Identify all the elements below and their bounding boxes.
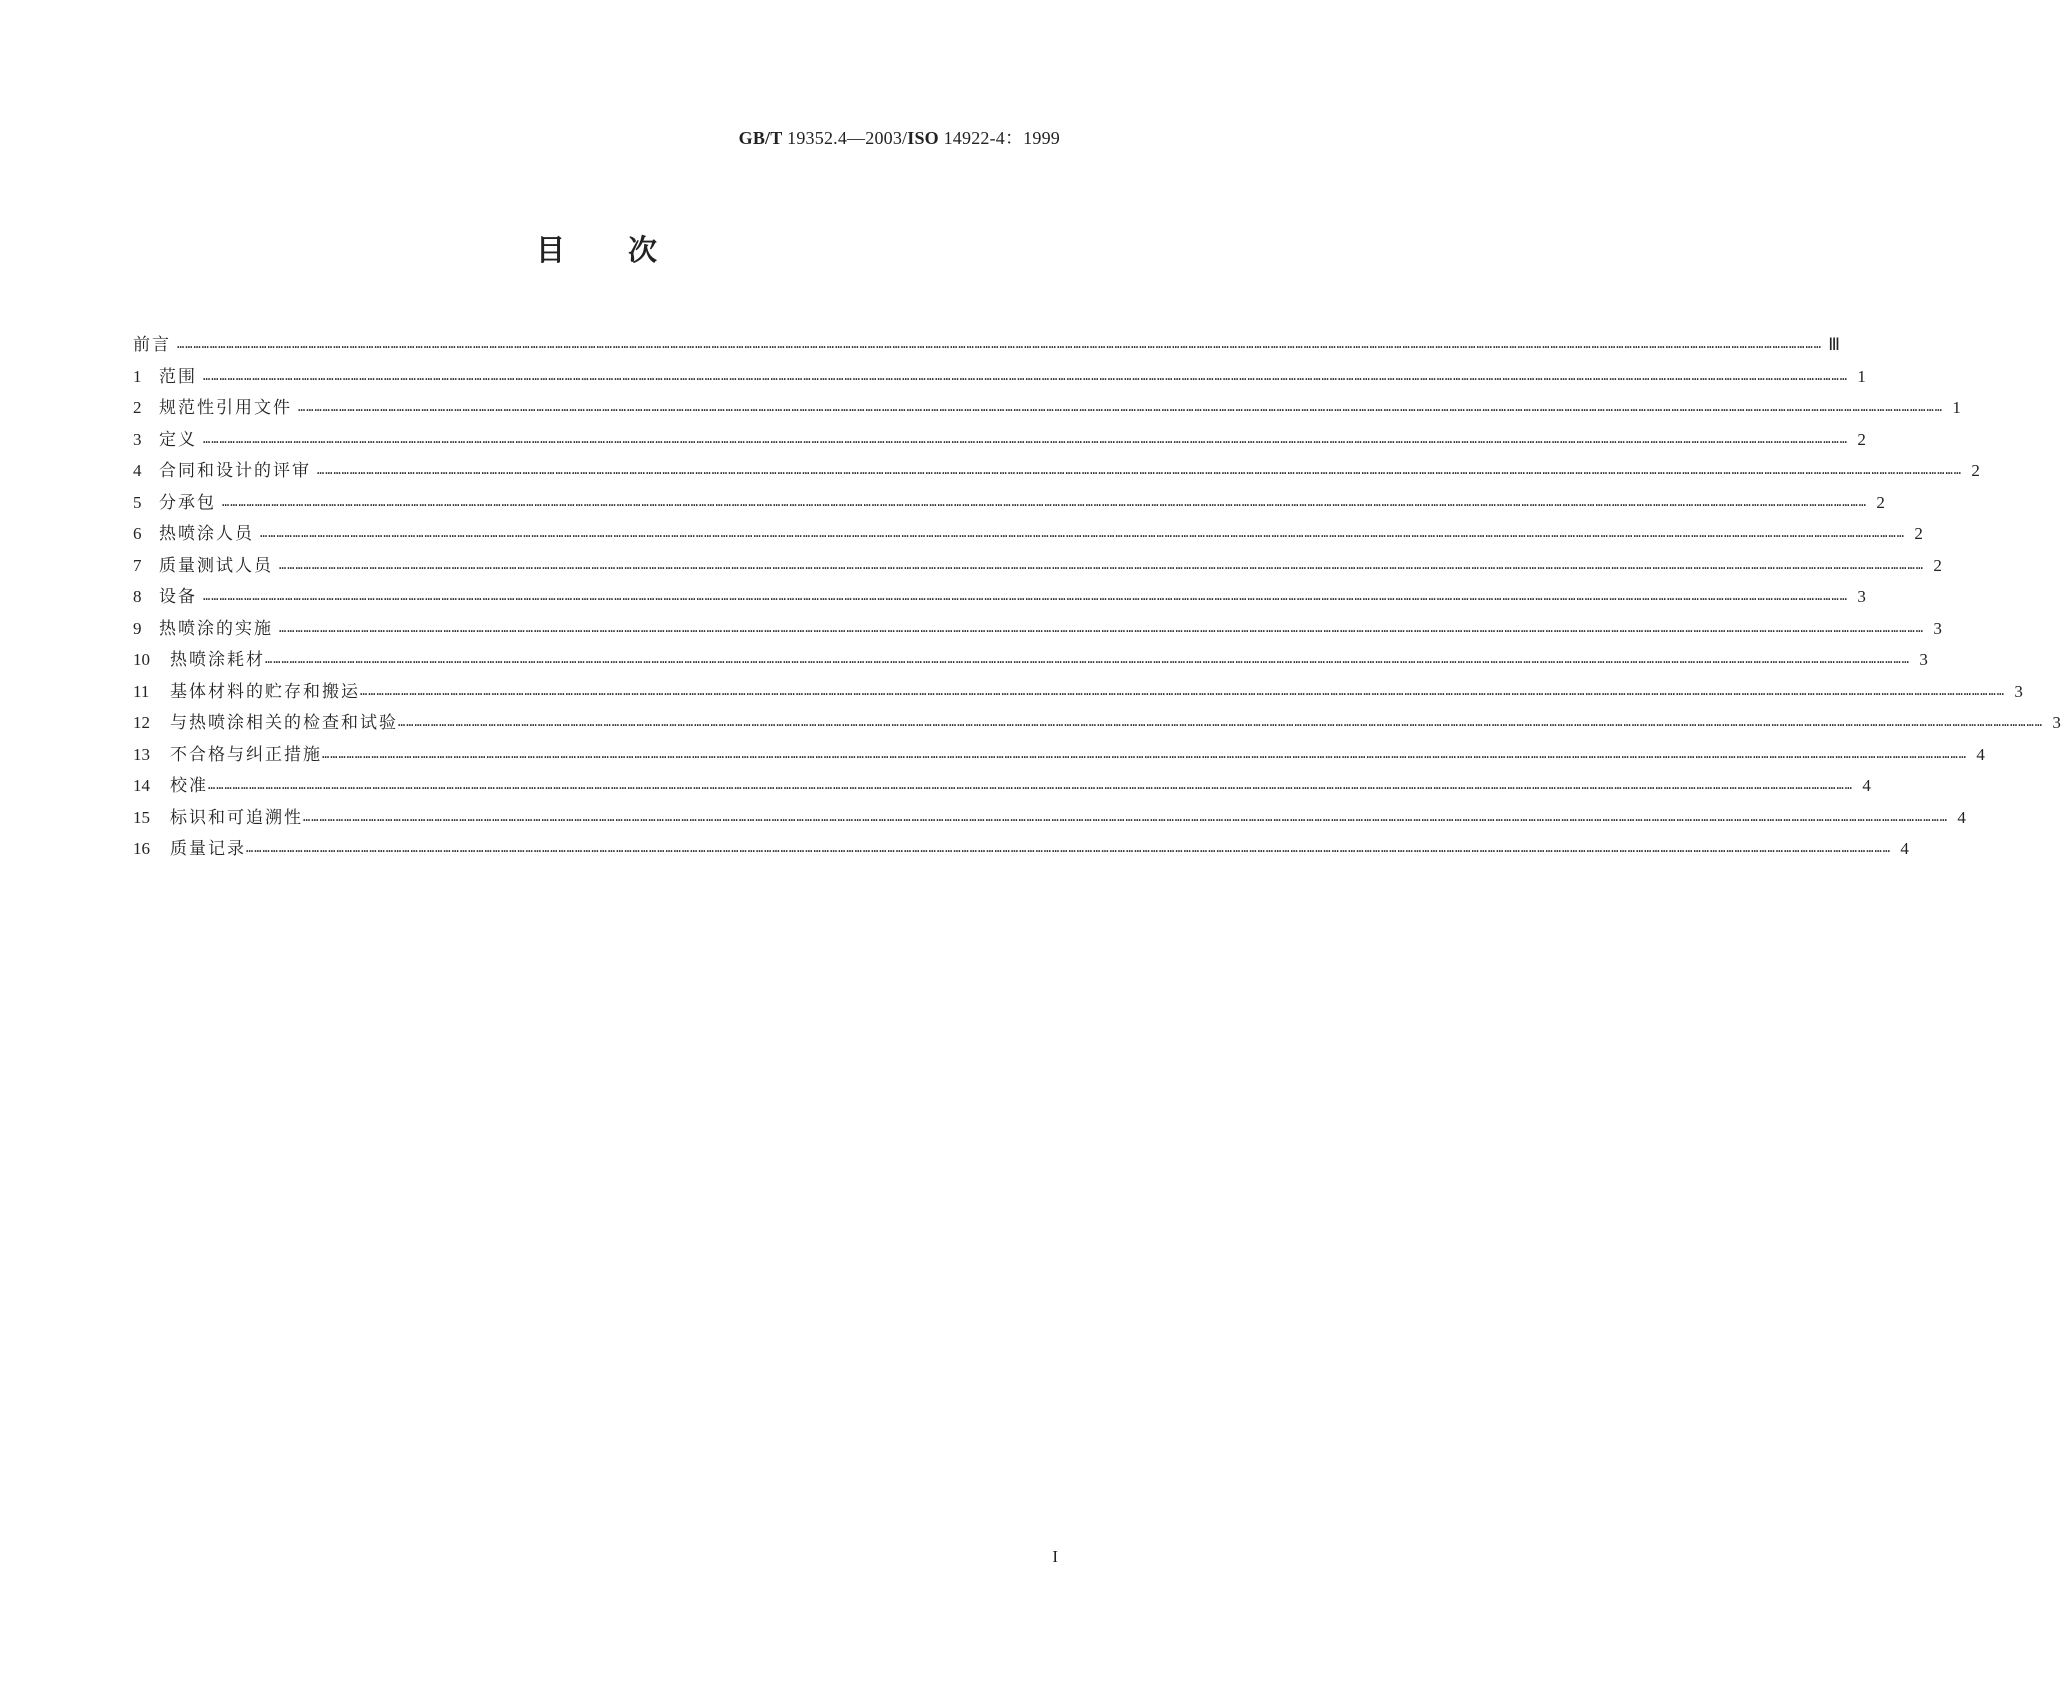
toc-entry[interactable]: [133, 425, 1866, 457]
toc-dot-leader: ……………………………………………………………………………………………………………………………………………………………………………………………………………………………………………………………………………………………………………………………………………………………………………………………………………………………………………………………………………………………………………………………………………………: [246, 841, 1891, 855]
toc-entry-number: 1: [133, 366, 142, 386]
standard-code-header: [739, 124, 1060, 150]
toc-entry-number: 16: [133, 839, 150, 858]
toc-entry[interactable]: [133, 645, 1928, 677]
table-of-contents: [133, 330, 2061, 866]
toc-entry[interactable]: [133, 456, 1980, 488]
toc-entry[interactable]: [133, 740, 1985, 772]
toc-dot-leader: ……………………………………………………………………………………………………………………………………………………………………………………………………………………………………………………………………………………………………………………………………………………………………………………………………………………………………………………………………………………………………………………………………………………: [279, 620, 1924, 635]
toc-entry[interactable]: [133, 803, 1966, 835]
toc-entry-title: 热喷涂的实施: [159, 618, 273, 639]
toc-dot-leader: ……………………………………………………………………………………………………………………………………………………………………………………………………………………………………………………………………………………………………………………………………………………………………………………………………………………………………………………………………………………………………………………………………………………: [203, 431, 1848, 446]
toc-entry[interactable]: [133, 362, 1866, 394]
toc-dot-leader: ……………………………………………………………………………………………………………………………………………………………………………………………………………………………………………………………………………………………………………………………………………………………………………………………………………………………………………………………………………………………………………………………………………………: [208, 778, 1853, 792]
toc-entry[interactable]: [133, 771, 1871, 803]
toc-entry[interactable]: [133, 393, 1961, 425]
toc-entry-title: 范围: [159, 366, 197, 387]
toc-entry-page: 2: [1857, 429, 1866, 449]
toc-entry-page: 2: [1914, 524, 1923, 543]
toc-dot-leader: ……………………………………………………………………………………………………………………………………………………………………………………………………………………………………………………………………………………………………………………………………………………………………………………………………………………………………………………………………………………………………………………………………………………: [203, 368, 1848, 383]
toc-entry-title: 热喷涂人员: [159, 524, 254, 544]
toc-entry[interactable]: [133, 614, 1942, 646]
toc-dot-leader: ……………………………………………………………………………………………………………………………………………………………………………………………………………………………………………………………………………………………………………………………………………………………………………………………………………………………………………………………………………………………………………………………………………………: [303, 809, 1948, 824]
toc-entry-number: 5: [133, 492, 142, 512]
toc-entry-number: 15: [133, 807, 150, 827]
toc-entry-page: 4: [1957, 807, 1966, 827]
toc-entry-page: Ⅲ: [1828, 335, 1840, 354]
toc-entry-page: 3: [1919, 650, 1928, 669]
toc-entry-title: 设备: [159, 587, 197, 607]
page-title-char-1: 目: [536, 233, 566, 267]
toc-entry-page: 2: [1876, 492, 1885, 512]
footer-page-number: I: [1052, 1547, 1058, 1566]
toc-entry[interactable]: [133, 330, 1840, 362]
toc-entry-page: 3: [1933, 618, 1942, 638]
toc-entry-number: 12: [133, 713, 150, 732]
toc-entry-number: 8: [133, 587, 142, 606]
toc-entry-number: 6: [133, 524, 142, 543]
toc-entry-number: 3: [133, 429, 142, 449]
toc-entry-page: 2: [1971, 461, 1980, 480]
toc-entry-number: 14: [133, 776, 150, 795]
toc-entry-page: 4: [1976, 744, 1985, 764]
toc-entry[interactable]: [133, 834, 1909, 866]
toc-entry[interactable]: [133, 708, 2061, 740]
toc-dot-leader: ……………………………………………………………………………………………………………………………………………………………………………………………………………………………………………………………………………………………………………………………………………………………………………………………………………………………………………………………………………………………………………………………………………………: [360, 683, 2005, 698]
toc-entry-number: 11: [133, 681, 150, 701]
page-title-char-2: 次: [628, 233, 658, 267]
std-code-prefix: GB/T: [738, 128, 783, 148]
toc-dot-leader: ……………………………………………………………………………………………………………………………………………………………………………………………………………………………………………………………………………………………………………………………………………………………………………………………………………………………………………………………………………………………………………………………………………………: [279, 557, 1924, 572]
toc-entry-page: 1: [1952, 398, 1961, 417]
toc-entry[interactable]: [133, 519, 1923, 551]
toc-entry[interactable]: [133, 582, 1866, 614]
toc-entry-number: 4: [133, 461, 142, 480]
toc-entry-title: 不合格与纠正措施: [170, 744, 322, 765]
toc-entry-page: 4: [1900, 839, 1909, 858]
toc-entry-title: 前言: [133, 335, 171, 355]
toc-entry-title: 与热喷涂相关的检查和试验: [170, 713, 398, 733]
std-code-number: 19352.4—2003/: [782, 128, 908, 148]
toc-entry-title: 定义: [159, 429, 197, 450]
toc-entry-title: 校准: [170, 776, 208, 796]
toc-entry-title: 质量记录: [170, 839, 246, 859]
toc-entry-title: 基体材料的贮存和搬运: [170, 681, 360, 702]
toc-entry-number: 13: [133, 744, 150, 764]
toc-entry-number: 10: [133, 650, 150, 669]
toc-entry-page: 3: [2014, 681, 2023, 701]
toc-dot-leader: ……………………………………………………………………………………………………………………………………………………………………………………………………………………………………………………………………………………………………………………………………………………………………………………………………………………………………………………………………………………………………………………………………………………: [317, 463, 1962, 477]
toc-entry-page: 2: [1933, 555, 1942, 575]
toc-entry-number: 9: [133, 618, 142, 638]
toc-entry-page: 1: [1857, 366, 1866, 386]
toc-dot-leader: ……………………………………………………………………………………………………………………………………………………………………………………………………………………………………………………………………………………………………………………………………………………………………………………………………………………………………………………………………………………………………………………………………………………: [265, 652, 1910, 666]
toc-entry-title: 合同和设计的评审: [159, 461, 311, 481]
toc-dot-leader: ……………………………………………………………………………………………………………………………………………………………………………………………………………………………………………………………………………………………………………………………………………………………………………………………………………………………………………………………………………………………………………………………………………………: [222, 494, 1867, 509]
toc-entry-page: 3: [1857, 587, 1866, 606]
toc-entry-title: 热喷涂耗材: [170, 650, 265, 670]
toc-dot-leader: ……………………………………………………………………………………………………………………………………………………………………………………………………………………………………………………………………………………………………………………………………………………………………………………………………………………………………………………………………………………………………………………………………………………: [203, 589, 1848, 603]
toc-dot-leader: ……………………………………………………………………………………………………………………………………………………………………………………………………………………………………………………………………………………………………………………………………………………………………………………………………………………………………………………………………………………………………………………………………………………: [322, 746, 1967, 761]
toc-entry-title: 质量测试人员: [159, 555, 273, 576]
toc-entry[interactable]: [133, 677, 2023, 709]
toc-entry-page: 4: [1862, 776, 1871, 795]
toc-entry-number: 7: [133, 555, 142, 575]
toc-entry-title: 分承包: [159, 492, 216, 513]
toc-dot-leader: ……………………………………………………………………………………………………………………………………………………………………………………………………………………………………………………………………………………………………………………………………………………………………………………………………………………………………………………………………………………………………………………………………………………: [260, 526, 1905, 540]
toc-entry[interactable]: [133, 488, 1885, 520]
toc-entry-title: 规范性引用文件: [159, 398, 292, 418]
toc-dot-leader: ……………………………………………………………………………………………………………………………………………………………………………………………………………………………………………………………………………………………………………………………………………………………………………………………………………………………………………………………………………………………………………………………………………………: [177, 337, 1822, 351]
toc-entry-page: 3: [2052, 713, 2061, 732]
toc-entry-title: 标识和可追溯性: [170, 807, 303, 828]
toc-dot-leader: ……………………………………………………………………………………………………………………………………………………………………………………………………………………………………………………………………………………………………………………………………………………………………………………………………………………………………………………………………………………………………………………………………………………: [298, 400, 1943, 414]
iso-code-number: 14922-4：1999: [938, 128, 1060, 148]
iso-prefix: ISO: [907, 128, 939, 148]
toc-entry-number: 2: [133, 398, 142, 417]
toc-entry[interactable]: [133, 551, 1942, 583]
toc-dot-leader: ……………………………………………………………………………………………………………………………………………………………………………………………………………………………………………………………………………………………………………………………………………………………………………………………………………………………………………………………………………………………………………………………………………………: [398, 715, 2043, 729]
